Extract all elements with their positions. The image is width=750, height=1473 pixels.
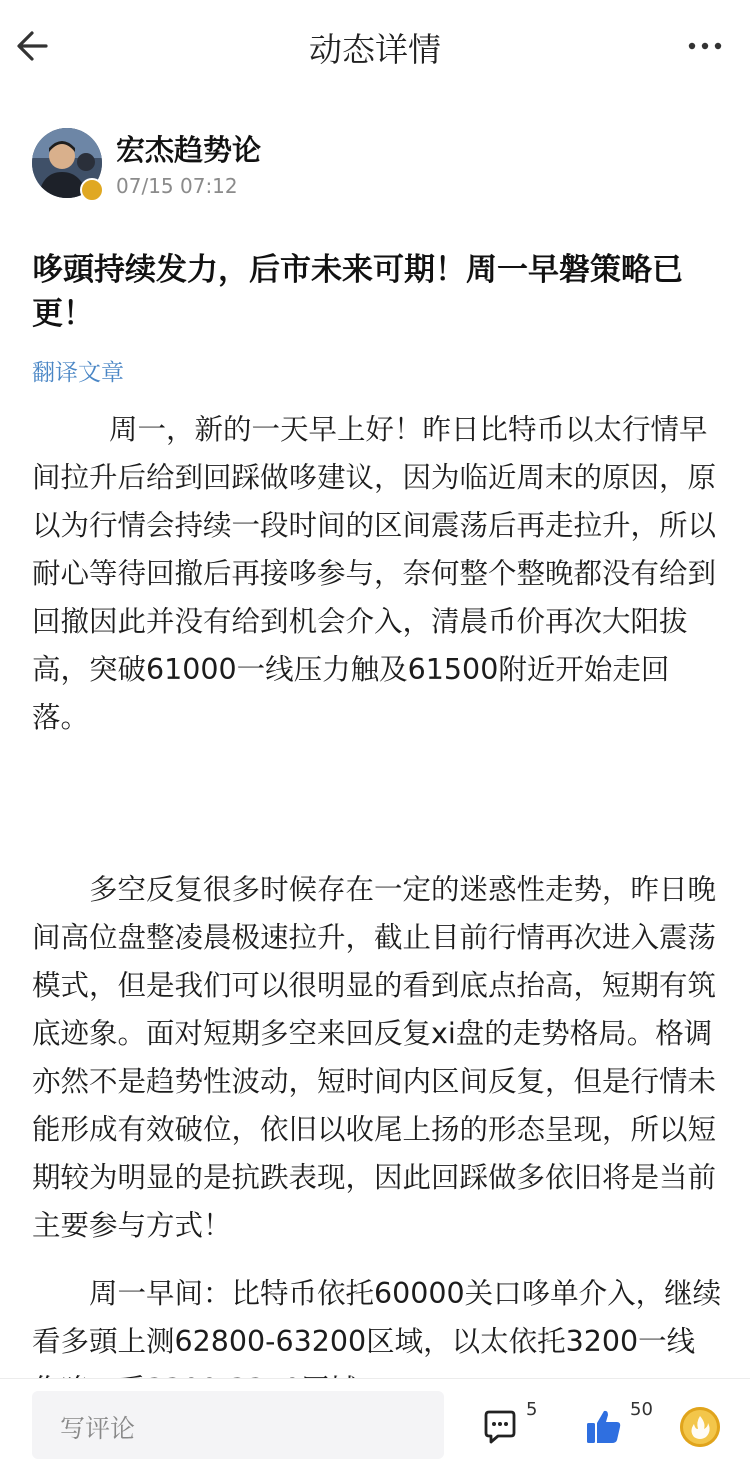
paragraph-gap [32, 1250, 722, 1270]
more-dots-icon[interactable] [686, 28, 726, 64]
author-name[interactable]: 宏杰趋势论 [116, 133, 262, 167]
paragraph-gap [32, 742, 722, 866]
comment-count: 5 [526, 1399, 538, 1420]
post-content [32, 406, 722, 1414]
bottom-action-bar [0, 1378, 750, 1473]
verified-badge-icon [80, 178, 104, 202]
post-time: 07/15 07:12 [116, 174, 238, 198]
paragraph-3: 周一早间：比特币依托60000关口哆单介入，继续看多頭上测62800-63200区域，以太依托3200一线 [32, 1277, 722, 1358]
page-title: 动态详情 [309, 30, 441, 69]
author-block [32, 128, 722, 202]
like-count: 50 [630, 1399, 653, 1420]
coin-icon[interactable] [680, 1407, 720, 1447]
comment-placeholder: 写评论 [60, 1414, 136, 1443]
post-headline: 哆頭持续发力，后市未来可期！周一早磐策略已更！ [32, 252, 683, 332]
paragraph-1: 周一，新的一天早上好！昨日比特币以太行情早间拉升后给到回踩做哆建议，因为临近周末的原因，原以为行情会持续一段时间的区间震荡后再走拉升，所以耐心等待回撤后再接哆参与，奈何整个整晚都没有给到回撤因此并没有给到机会介入，清晨币价再次大阳拔高，突破61000一线压力触及61500附近开始走回落。 [32, 413, 717, 734]
comment-icon[interactable] [482, 1409, 518, 1445]
top-bar [0, 0, 750, 96]
paragraph-2: 多空反复很多时候存在一定的迷惑性走势，昨日晚间高位盘整凌晨极速拉升，截止目前行情再次进入震荡模式，但是我们可以很明显的看到底点抬高，短期有筑底迹象。面对短期多空来回反复xi盘的走势格局。格调亦然不是趋势性波动，短时间内区间反复，但是行情未能形成有效破位，依旧以收尾上扬的形态呈现，所以短期较为明显的是抗跌表现，因此回踩做多依旧将是当前主要参与方式！ [32, 873, 717, 1242]
translate-link[interactable]: 翻译文章 [32, 360, 124, 386]
comment-input[interactable] [32, 1391, 444, 1459]
thumbs-up-icon[interactable] [584, 1407, 624, 1447]
